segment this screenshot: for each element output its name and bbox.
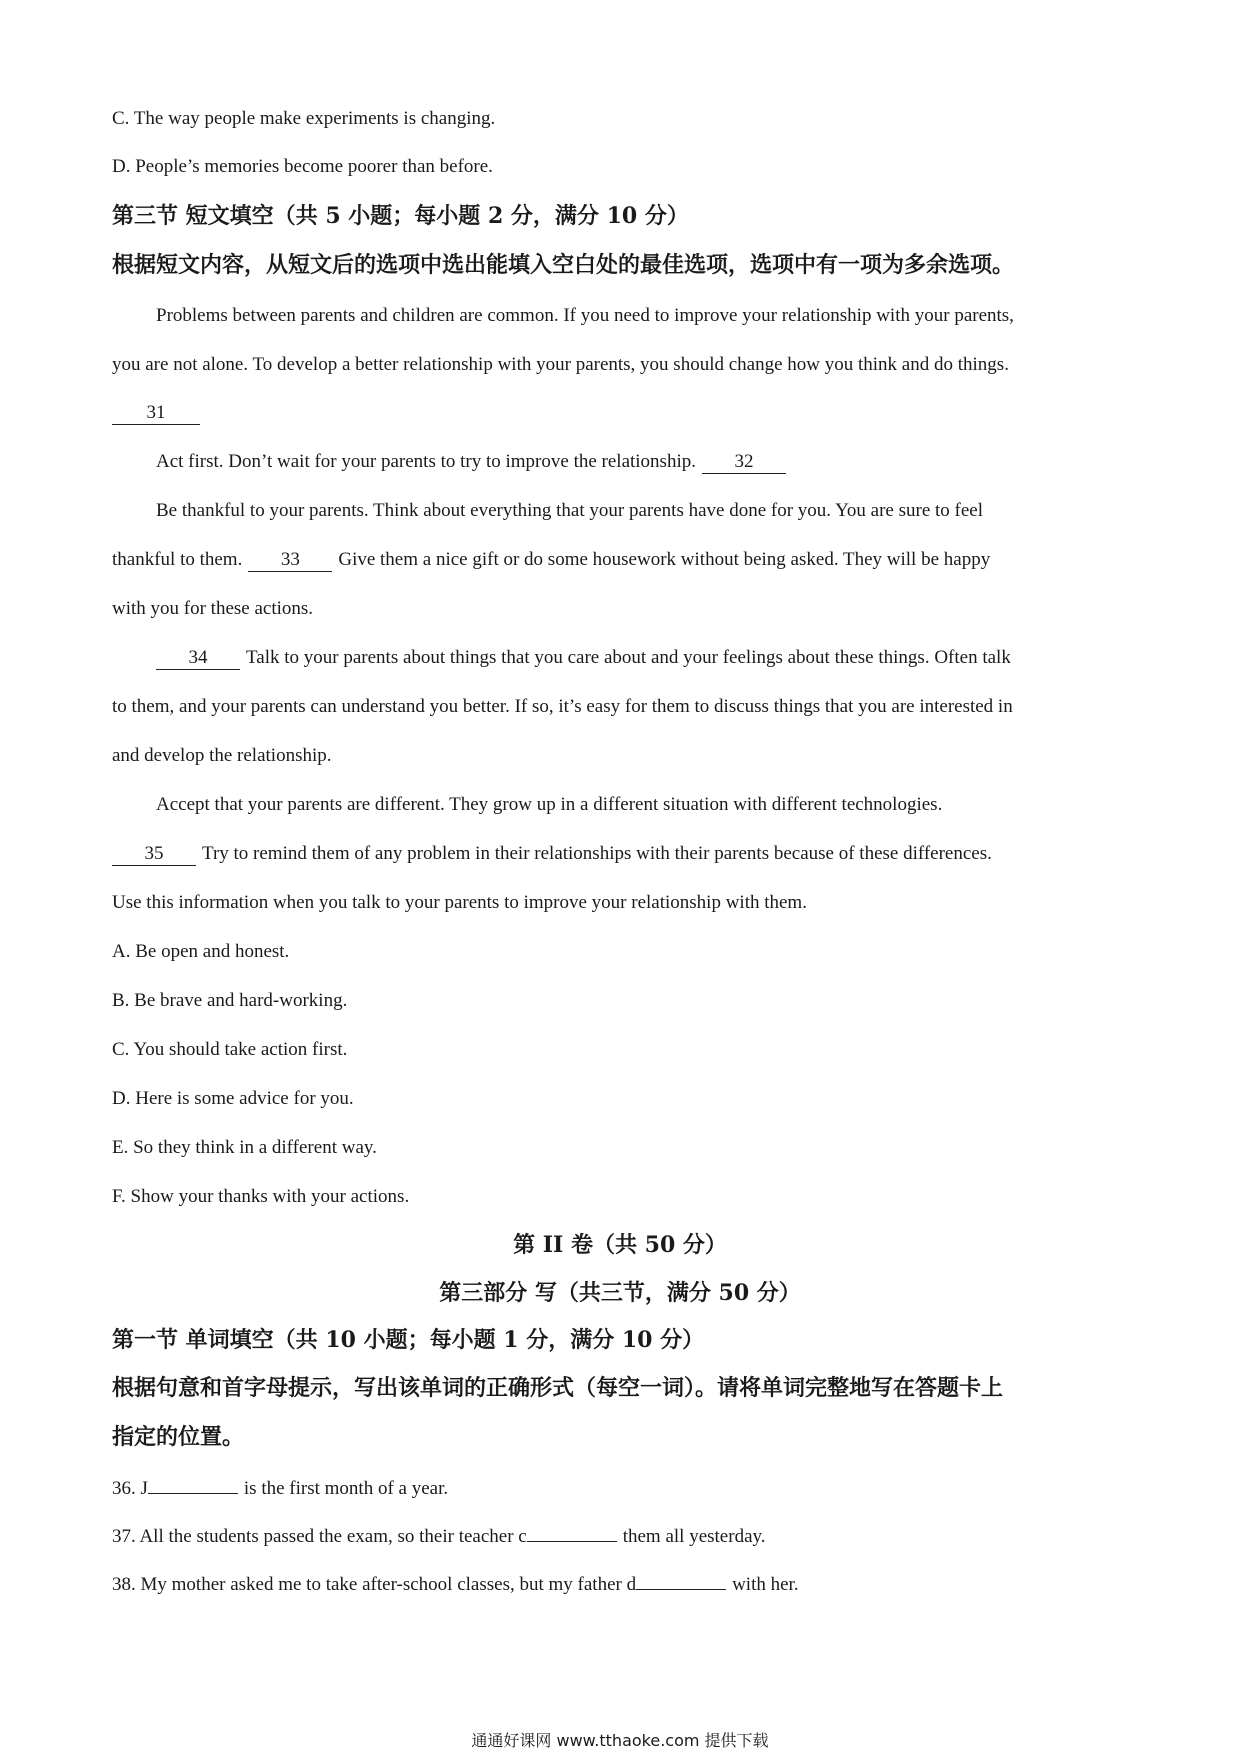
- question-38: [112, 1572, 799, 1598]
- blank-38[interactable]: [636, 1589, 726, 1590]
- footer-watermark: 通通好课网 www.tthaoke.com 提供下载: [471, 1731, 769, 1750]
- section1-instruction-line2: 指定的位置。: [112, 1424, 245, 1450]
- question-38-suffix: with her.: [732, 1574, 799, 1595]
- option-c-prev: C. The way people make experiments is changing.: [112, 108, 496, 129]
- question-38-prefix: 38. My mother asked me to take after-school classes, but my father d: [112, 1574, 637, 1595]
- blank-33[interactable]: 33: [248, 549, 332, 572]
- blank-36[interactable]: [148, 1493, 238, 1494]
- question-37-suffix: them all yesterday.: [622, 1526, 766, 1547]
- blank-32[interactable]: 32: [702, 451, 786, 474]
- passage-p4-text: Talk to your parents about things that you care about and your feelings about these things. Often talk: [246, 647, 1011, 668]
- passage-p3-line2-b: Give them a nice gift or do some housework without being asked. They will be happy: [338, 549, 991, 570]
- part3-heading: 第三部分 写（共三节，满分 50 分）: [439, 1280, 801, 1306]
- section3-heading: 第三节 短文填空（共 5 小题；每小题 2 分，满分 10 分）: [112, 203, 689, 229]
- option-b: B. Be brave and hard-working.: [112, 990, 348, 1011]
- passage-p4-line1: [156, 645, 1011, 671]
- passage-p2: [156, 449, 786, 475]
- section1-heading: 第一节 单词填空（共 10 小题；每小题 1 分，满分 10 分）: [112, 1327, 705, 1353]
- question-37-prefix: 37. All the students passed the exam, so their teacher c: [112, 1526, 527, 1547]
- passage-p5-line2: [112, 841, 992, 867]
- blank-35[interactable]: 35: [112, 843, 196, 866]
- question-36-suffix: is the first month of a year.: [243, 1478, 449, 1499]
- passage-p1-line2: you are not alone. To develop a better relationship with your parents, you should change how you think and do things.: [112, 354, 1009, 375]
- blank-34[interactable]: 34: [156, 647, 240, 670]
- question-36: [112, 1476, 448, 1502]
- option-d-prev: D. People’s memories become poorer than before.: [112, 156, 493, 177]
- passage-p2-text: Act first. Don’t wait for your parents to try to improve the relationship.: [156, 451, 696, 472]
- passage-p3-line2: [112, 547, 990, 573]
- passage-p5-text: Try to remind them of any problem in their relationships with their parents because of these differences.: [202, 843, 992, 864]
- passage-p3-line1: Be thankful to your parents. Think about everything that your parents have done for you. You are sure to feel: [156, 500, 984, 521]
- passage-p3-line2-a: thankful to them.: [112, 549, 243, 570]
- passage-p1-line1: Problems between parents and children are common. If you need to improve your relationship with your parents,: [156, 305, 1014, 326]
- option-f: F. Show your thanks with your actions.: [112, 1186, 410, 1207]
- blank-31-line: [112, 400, 200, 426]
- passage-p5-line1: Accept that your parents are different. They grow up in a different situation with different technologies.: [156, 794, 943, 815]
- passage-p3-line3: with you for these actions.: [112, 598, 314, 619]
- option-a: A. Be open and honest.: [112, 941, 290, 962]
- section3-instruction: 根据短文内容，从短文后的选项中选出能填入空白处的最佳选项，选项中有一项为多余选项。: [112, 252, 1015, 278]
- blank-31[interactable]: 31: [112, 402, 200, 425]
- volume2-title: 第 II 卷（共 50 分）: [513, 1232, 727, 1258]
- blank-37[interactable]: [527, 1541, 617, 1542]
- section1-instruction-line1: 根据句意和首字母提示，写出该单词的正确形式（每空一词）。请将单词完整地写在答题卡上: [112, 1375, 1004, 1401]
- question-37: [112, 1524, 766, 1550]
- option-e: E. So they think in a different way.: [112, 1137, 377, 1158]
- passage-p4-line3: and develop the relationship.: [112, 745, 332, 766]
- option-c: C. You should take action first.: [112, 1039, 348, 1060]
- question-36-prefix: 36. J: [112, 1478, 148, 1499]
- option-d: D. Here is some advice for you.: [112, 1088, 354, 1109]
- passage-p5-line3: Use this information when you talk to your parents to improve your relationship with them.: [112, 892, 807, 913]
- passage-p4-line2: to them, and your parents can understand you better. If so, it’s easy for them to discuss things that you are interested in: [112, 696, 1013, 717]
